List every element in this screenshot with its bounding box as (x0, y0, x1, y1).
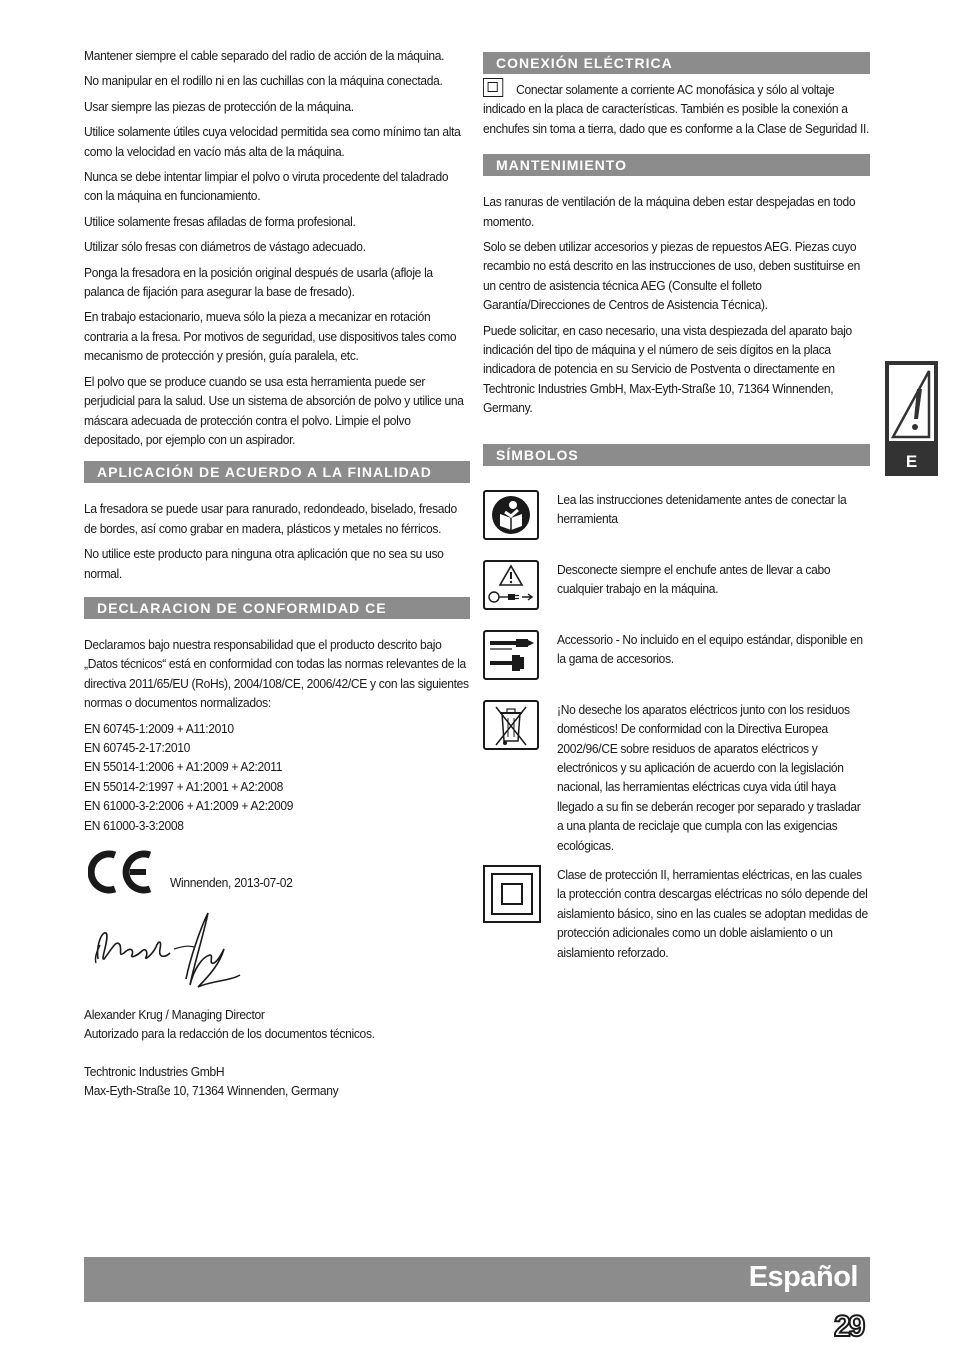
class-ii-inline-icon (483, 78, 503, 97)
place-date: Winnenden, 2013-07-02 (170, 875, 293, 890)
safety-paragraph: El polvo que se produce cuando se usa esta herramienta puede ser perjudicial para la salud. Use un sistema de absorción de polvo y utilice una máscara adecuada de protección contra el polvo. Limpie el polvo depositado, por ejemplo con un aspirador. (84, 373, 464, 447)
footer-language: Español (748, 1261, 858, 1293)
symbol-description: Clase de protección II, herramientas eléctricas, en las cuales la protección contra descargas eléctricas no sólo depende del aislamiento básico, sino en las cuales se adoptan medidas de protección adicionales como un doble aislamiento o un aislamiento reforzado. (557, 866, 868, 960)
safety-paragraph: En trabajo estacionario, mueva sólo la pieza a mecanizar en rotación contraria a la fresa. Por motivos de seguridad, use dispositivos tales como mecanismo de protección y presión, guía paralela, etc. (84, 309, 457, 364)
section-heading-mantenimiento: MANTENIMIENTO (483, 154, 870, 176)
mantenimiento-paragraph: Las ranuras de ventilación de la máquina deben estar despejadas en todo momento. (483, 194, 856, 229)
standard-item: EN 60745-1:2009 + A11:2010 (84, 720, 234, 736)
safety-paragraph: No manipular en el rodillo ni en las cuchillas con la máquina conectada. (84, 73, 443, 89)
side-tab-letter: E (905, 452, 918, 471)
language-side-tab (885, 361, 938, 476)
standard-item: EN 61000-3-3:2008 (84, 817, 184, 833)
section-heading-declaracion: DECLARACION DE CONFORMIDAD CE (84, 597, 470, 619)
safety-paragraph: Ponga la fresadora en la posición original después de usarla (afloje la palanca de fijación para asegurar la base de fresado). (84, 264, 433, 300)
symbol-description: ¡No deseche los aparatos eléctricos junto con los residuos domésticos! De conformidad con la Directiva Europea 2002/96/CE sobre residuos de aparatos eléctricos y electrónicos y su aplicación de acuerdo con la legislación nacional, las herramientas eléctricas cuya vida útil haya llegado a su fin se deberán recoger por separado y trasladar a una planta de reciclaje que cumpla con las exigencias ecológicas. (557, 701, 861, 853)
section-heading-aplicacion: APLICACIÓN DE ACUERDO A LA FINALIDAD (84, 461, 470, 483)
left-column (84, 46, 470, 1101)
company-address: Max-Eyth-Straße 10, 71364 Winnenden, Germany (84, 1083, 339, 1099)
page-number: 29 (834, 1310, 864, 1343)
company-name: Techtronic Industries GmbH (84, 1063, 225, 1079)
warning-exclamation-icon (889, 365, 934, 441)
section-heading-conexion: CONEXIÓN ELÉCTRICA (483, 52, 870, 74)
standard-item: EN 55014-2:1997 + A1:2001 + A2:2008 (84, 778, 284, 794)
unplug-warning-icon (483, 560, 539, 610)
symbol-row (483, 700, 870, 855)
footer-bar (84, 1257, 870, 1302)
section-heading-simbolos: SÍMBOLOS (483, 444, 870, 466)
conexion-text: Conectar solamente a corriente AC monofásica y sólo al voltaje indicado en la placa de características. También es posible la conexión a enchufes sin toma a tierra, dado que es conforme a la Clase de Seguridad II. (483, 82, 870, 136)
standard-item: EN 61000-3-2:2006 + A1:2009 + A2:2009 (84, 798, 294, 814)
read-manual-icon (483, 490, 539, 540)
aplicacion-paragraph: No utilice este producto para ninguna otra aplicación que no sea su uso normal. (84, 546, 444, 581)
safety-paragraph: Utilizar sólo fresas con diámetros de vástago adecuado. (84, 239, 366, 255)
symbol-description: Accessorio - No incluido en el equipo estándar, disponible en la gama de accesorios. (557, 631, 863, 667)
ce-mark-row (84, 849, 470, 909)
safety-paragraph: Nunca se debe intentar limpiar el polvo o viruta procedente del taladrado con la máquina en funcionamiento. (84, 169, 449, 204)
signer-name: Alexander Krug / Managing Director (84, 1007, 265, 1022)
conexion-paragraph (483, 78, 869, 138)
symbol-row (483, 630, 870, 692)
aplicacion-paragraph: La fresadora se puede usar para ranurado, redondeado, biselado, fresado de bordes, así como grabar en madera, plásticos y metales no férricos. (84, 501, 457, 536)
mantenimiento-paragraph: Puede solicitar, en caso necesario, una vista despiezada del aparato bajo indicación del tipo de máquina y el número de seis dígitos en la placa indicadora de potencia en su Servicio de Postventa o directamente en Techtronic Industries GmbH, Max-Eyth-Straße 10, 71364 Winnenden, Germany. (483, 322, 852, 416)
ce-mark-icon (88, 849, 154, 895)
safety-paragraph: Usar siempre las piezas de protección de la máquina. (84, 98, 354, 114)
authorized-note: Autorizado para la redacción de los documentos técnicos. (84, 1026, 375, 1042)
standards-list (84, 719, 470, 835)
class-ii-icon (483, 865, 541, 923)
safety-paragraph: Utilice solamente fresas afiladas de forma profesional. (84, 213, 356, 229)
signature-image (90, 909, 250, 993)
symbol-row (483, 560, 870, 622)
symbol-row (483, 490, 870, 552)
safety-paragraph: Utilice solamente útiles cuya velocidad permitida sea como mínimo tan alta como la velocidad en vacío más alta de la máquina. (84, 124, 461, 159)
safety-paragraph: Mantener siempre el cable separado del radio de acción de la máquina. (84, 48, 445, 63)
standard-item: EN 55014-1:2006 + A1:2009 + A2:2011 (84, 759, 283, 775)
weee-bin-icon (483, 700, 539, 750)
mantenimiento-paragraph: Solo se deben utilizar accesorios y piezas de repuestos AEG. Piezas cuyo recambio no está descrito en las instrucciones de uso, deben sustituirse en un centro de asistencia técnica AEG (Consulte el folleto Garantía/Direcciones de Centros de Asistencia Técnica). (483, 239, 860, 313)
standard-item: EN 60745-2-17:2010 (84, 739, 191, 755)
accessory-icon (483, 630, 539, 680)
symbol-row (483, 865, 870, 962)
right-column (483, 52, 870, 970)
declaracion-intro: Declaramos bajo nuestra responsabilidad que el producto descrito bajo „Datos técnicos“ está en conformidad con todas las normas relevantes de la directiva 2011/65/EU (RoHs), 2004/108/CE, 2006/42/CE y con las siguientes normas o documentos normalizados: (84, 636, 469, 711)
symbol-description: Desconecte siempre el enchufe antes de llevar a cabo cualquier trabajo en la máquina. (557, 561, 831, 597)
symbol-description: Lea las instrucciones detenidamente antes de conectar la herramienta (557, 491, 847, 527)
